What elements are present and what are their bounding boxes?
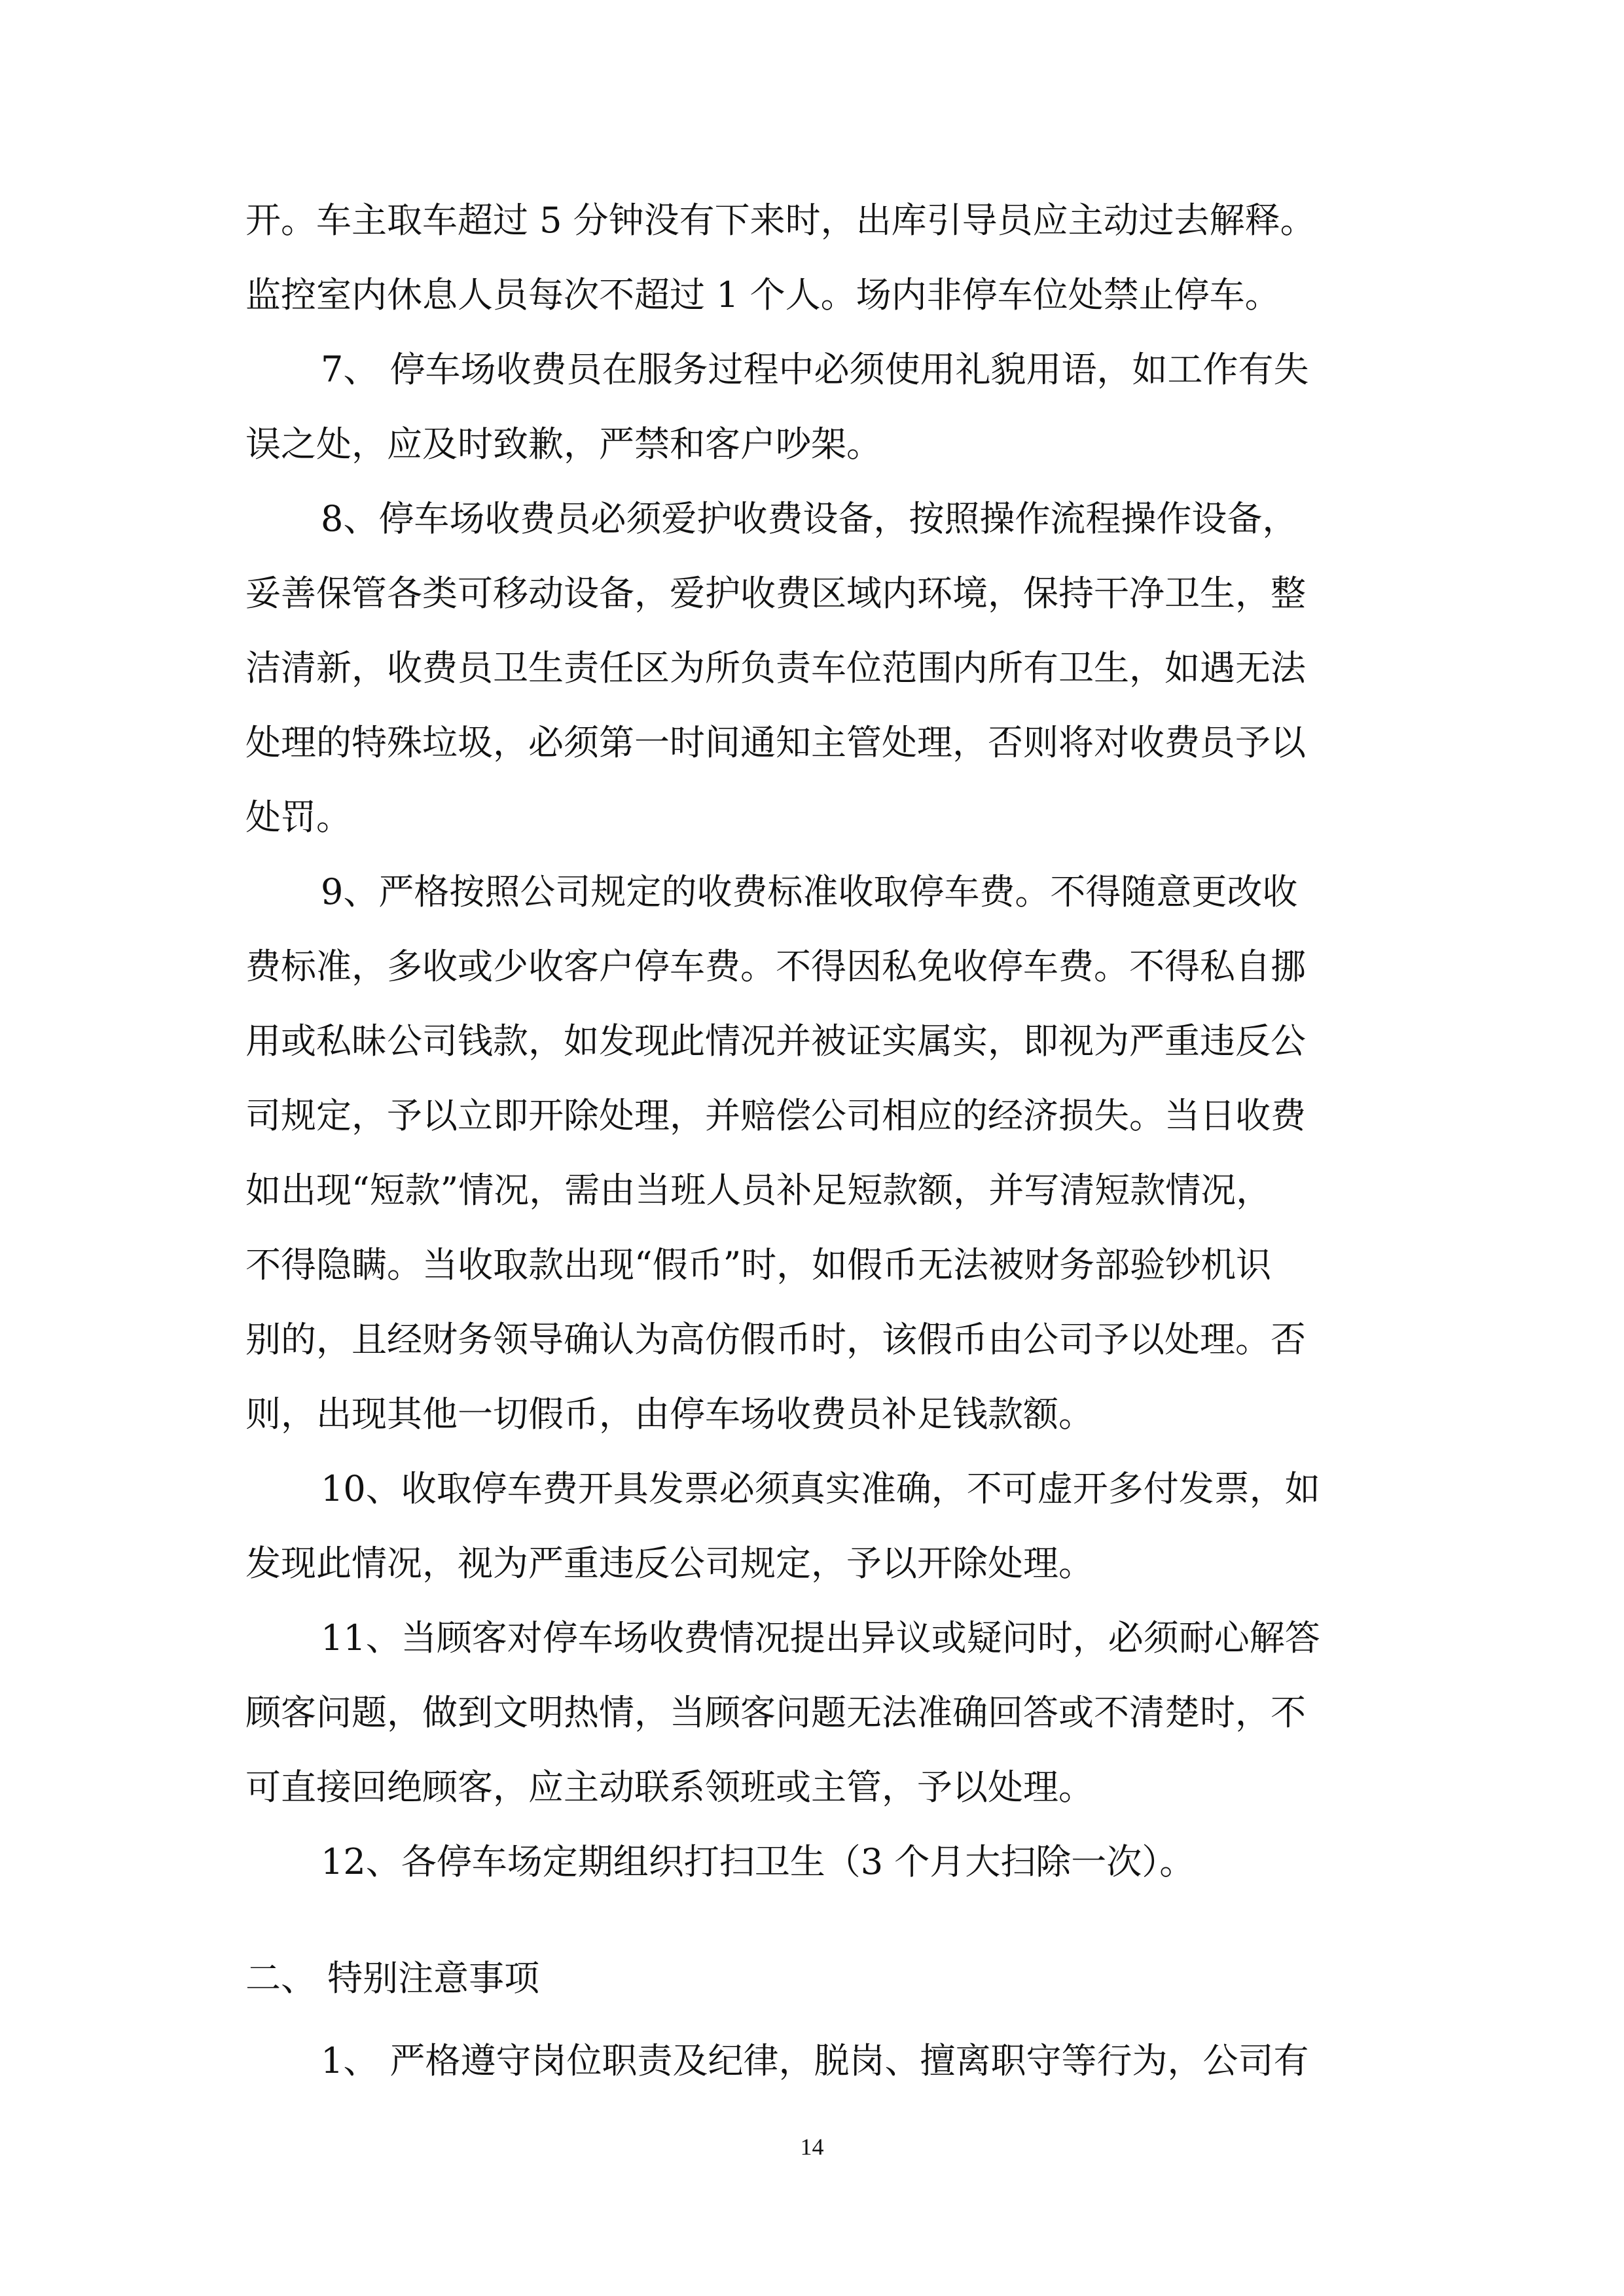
text-line: 开。车主取车超过 5 分钟没有下来时，出库引导员应主动过去解释。 bbox=[245, 200, 1316, 241]
text-line: 可直接回绝顾客，应主动联系领班或主管，予以处理。 bbox=[245, 1767, 1094, 1808]
text-line: 费标准，多收或少收客户停车费。不得因私免收停车费。不得私自挪 bbox=[245, 946, 1306, 987]
text-line: 发现此情况，视为严重违反公司规定，予以开除处理。 bbox=[245, 1543, 1094, 1584]
list-item-10: 10、收取停车费开具发票必须真实准确，不可虚开多付发票，如 bbox=[321, 1468, 1320, 1509]
text-line: 监控室内休息人员每次不超过 1 个人。场内非停车位处禁止停车。 bbox=[245, 274, 1280, 315]
list-item-8: 8、停车场收费员必须爱护收费设备，按照操作流程操作设备， bbox=[321, 498, 1298, 539]
text-line: 如出现“短款”情况，需由当班人员补足短款额，并写清短款情况， bbox=[245, 1170, 1272, 1211]
text-line: 处理的特殊垃圾，必须第一时间通知主管处理，否则将对收费员予以 bbox=[245, 722, 1306, 763]
text-line: 洁清新，收费员卫生责任区为所负责车位范围内所有卫生，如遇无法 bbox=[245, 647, 1306, 689]
text-line: 处罚。 bbox=[245, 797, 352, 838]
text-line: 妥善保管各类可移动设备，爱护收费区域内环境，保持干净卫生，整 bbox=[245, 573, 1306, 614]
page-number: 14 bbox=[800, 2134, 824, 2160]
list-item-11: 11、当顾客对停车场收费情况提出异议或疑问时，必须耐心解答 bbox=[321, 1617, 1320, 1659]
section-heading: 二、 特别注意事项 bbox=[245, 1958, 540, 1999]
text-line: 误之处，应及时致歉，严禁和客户吵架。 bbox=[245, 423, 882, 465]
text-line: 别的，且经财务领导确认为高仿假币时，该假币由公司予以处理。否 bbox=[245, 1319, 1306, 1360]
list-item-12: 12、各停车场定期组织打扫卫生（3 个月大扫除一次）。 bbox=[321, 1841, 1195, 1882]
list-item-7: 7、 停车场收费员在服务过程中必须使用礼貌用语，如工作有失 bbox=[321, 349, 1309, 390]
text-line: 司规定，予以立即开除处理，并赔偿公司相应的经济损失。当日收费 bbox=[245, 1095, 1306, 1136]
list-item-1: 1、 严格遵守岗位职责及纪律，脱岗、擅离职守等行为，公司有 bbox=[321, 2040, 1309, 2081]
text-line: 顾客问题，做到文明热情，当顾客问题无法准确回答或不清楚时，不 bbox=[245, 1692, 1306, 1733]
list-item-9: 9、严格按照公司规定的收费标准收取停车费。不得随意更改收 bbox=[321, 871, 1298, 912]
text-line: 不得隐瞒。当收取款出现“假币”时，如假币无法被财务部验钞机识 bbox=[245, 1244, 1272, 1285]
text-line: 用或私昧公司钱款，如发现此情况并被证实属实，即视为严重违反公 bbox=[245, 1020, 1306, 1062]
text-line: 则，出现其他一切假币，由停车场收费员补足钱款额。 bbox=[245, 1393, 1094, 1435]
